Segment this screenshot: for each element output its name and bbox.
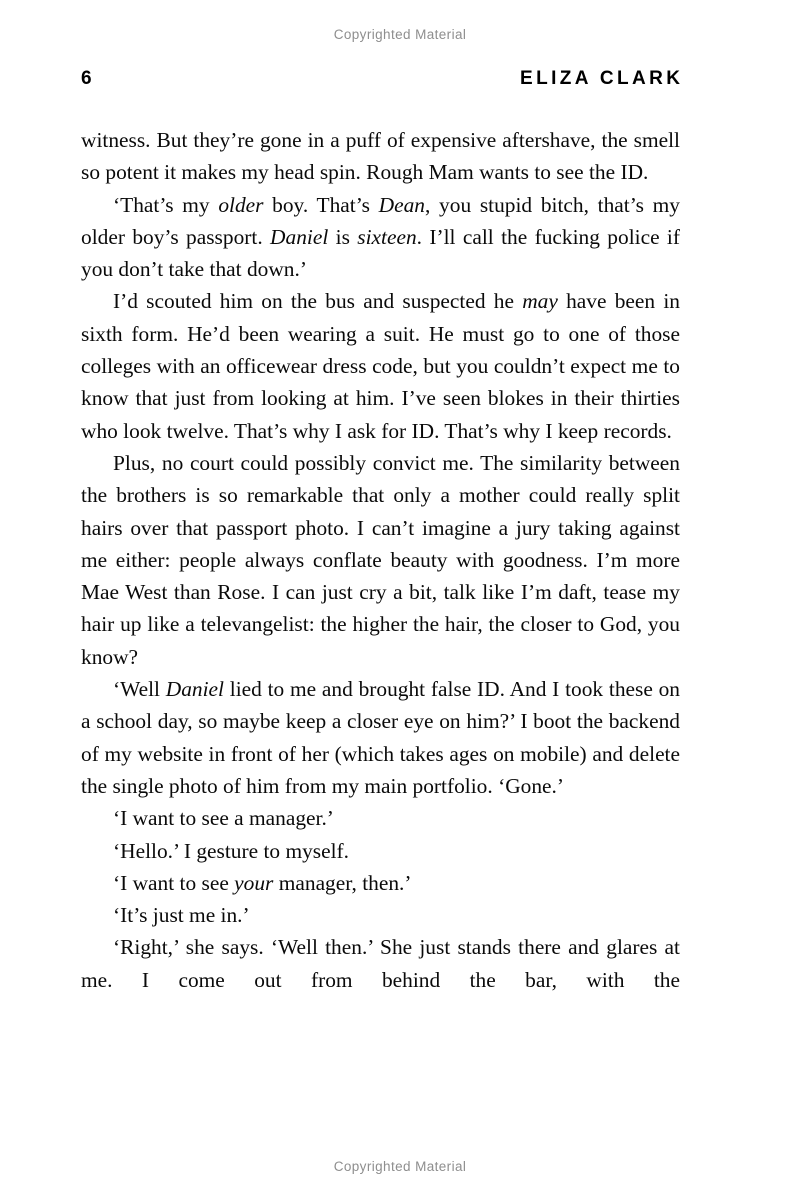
paragraph — [81, 124, 680, 189]
text-run: ‘It’s just me in.’ — [113, 903, 250, 928]
paragraph — [81, 673, 680, 802]
text-run: ‘Hello.’ I gesture to myself. — [113, 838, 350, 863]
emphasis-text: may — [522, 289, 558, 314]
text-run: witness. But they’re gone in a puff of expensive aftershave, the smell so potent it makes my head spin. Rough Mam wants to see the ID. — [81, 128, 680, 185]
emphasis-text: older — [218, 192, 264, 217]
text-run: lied to me and brought false ID. And I took these on a school day, so maybe keep a closer eye on him?’ I boot the backend of my website in front of her (which takes ages on mobile) and delete the single photo of him from my main portfolio. ‘Gone.’ — [81, 677, 680, 798]
text-run: is — [328, 224, 358, 249]
text-run: . I’ll call the fucking police if you don’t take that down.’ — [81, 224, 680, 282]
emphasis-text: Dean — [378, 192, 426, 217]
copyright-watermark-bottom: Copyrighted Material — [333, 1159, 467, 1174]
paragraph — [81, 899, 680, 931]
text-run: manager, then.’ — [273, 870, 412, 895]
page-number: 6 — [81, 68, 92, 89]
body-text — [81, 124, 680, 996]
paragraph — [81, 931, 680, 996]
author-name: ELIZA CLARK — [520, 68, 684, 89]
emphasis-text: your — [234, 870, 274, 895]
paragraph — [81, 802, 680, 834]
emphasis-text: Daniel — [270, 224, 329, 249]
paragraph — [81, 189, 680, 286]
text-run: I’d scouted him on the bus and suspected he — [113, 289, 523, 314]
paragraph — [81, 867, 680, 899]
paragraph — [81, 285, 680, 446]
emphasis-text: sixteen — [357, 224, 417, 249]
text-run: ‘That’s my — [113, 192, 219, 217]
paragraph — [81, 835, 680, 867]
text-run: boy. That’s — [263, 192, 379, 217]
text-run: have been in sixth form. He’d been wearing a suit. He must go to one of those colleges with an officewear dress code, but you couldn’t expect me to know that just from looking at him. I’ve seen blokes in their thirties who look twelve. That’s why I ask for ID. That’s why I keep records. — [81, 289, 680, 443]
text-run: , you stupid bitch, that’s my older boy’s passport. — [81, 192, 680, 249]
emphasis-text: Daniel — [165, 677, 224, 702]
text-run: Plus, no court could possibly convict me. The similarity between the brothers is so remarkable that only a mother could really split hairs over that passport photo. I can’t imagine a jury taking against me either: people always conflate beauty with goodness. I’m more Mae West than Rose. I can just cry a bit, talk like I’m daft, tease my hair up like a televangelist: the higher the hair, the closer to God, you know? — [81, 450, 680, 669]
text-run: ‘I want to see a manager.’ — [113, 806, 334, 831]
text-run: ‘I want to see — [113, 870, 235, 895]
paragraph — [81, 447, 680, 673]
running-head — [81, 68, 684, 96]
text-run: ‘Right,’ she says. ‘Well then.’ She just stands there and glares at me. I come out from behind the bar, with the — [81, 935, 680, 992]
text-run: ‘Well — [113, 677, 166, 702]
copyright-watermark-top: Copyrighted Material — [333, 27, 467, 42]
